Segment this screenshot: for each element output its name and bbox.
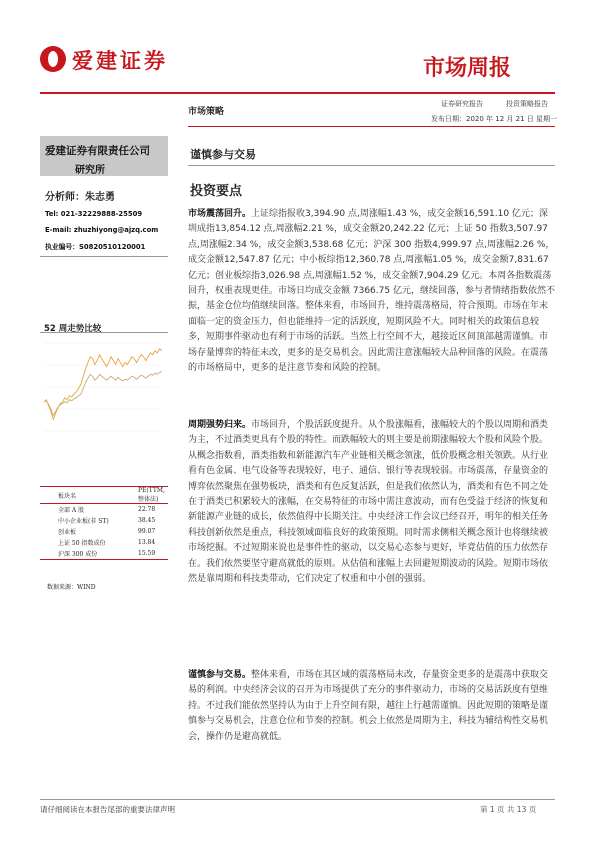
paragraph-text: 市场回升，个股活跃度提升。从个股涨幅看，涨幅较大的个股以周期和酒类为主，不过酒类更具有个股的特性。而跌幅较大的则主要是前期涨幅较大个股和风险个股。从概念指数看，酒类指数和新能源汽车产业链相关概念领涨，低价股概念相关领跌。从行业看有色金属、电气设备等表现较好，电子、通信、银行等表现较弱。市场震荡，存量资金的博弈依然聚焦在强势板块，酒类和有色反复活跃，但是我们依然认为，酒类和有色不同之处在于酒类已积累较大的涨幅，在交易特征的市场中需注意波动，而有色受益于经济的恢复和新能源产业链的成长，依然值得中长期关注。中央经济工作会议已经召开，明年的相关任务科技创新依然是重点，科技领域面临良好的政策预期。同时需求侧相关概念预计也将继续被市场挖掘。不过短期来说也是事件性的驱动，以交易心态参与更好，毕竟估值的压力依然存在。我们依然要坚守避高就低的原则。从估值和涨幅上去回避短期波动的风险。短期市场依然是靠周期和科技类带动，它们决定了权重和中小创的强弱。 xyxy=(188,420,549,585)
paragraph xyxy=(188,207,556,376)
chart-series-line-0 xyxy=(44,349,162,419)
institute-name: 研究所 xyxy=(75,165,105,176)
table-cell: 创业板 xyxy=(58,529,77,536)
chart-title: 52 周走势比较 xyxy=(44,324,102,334)
report-title: 市场周报 xyxy=(423,56,512,81)
chart-series xyxy=(44,349,162,419)
publish-date: 发布日期：2020 年 12 月 21 日 星期一 xyxy=(431,115,557,123)
table-cell: 中小企业板(非 ST) xyxy=(58,518,109,525)
table-cell: 38.45 xyxy=(138,517,156,524)
table-row xyxy=(40,515,168,526)
analyst-tel: Tel: 021-32229888-25509 xyxy=(45,210,143,218)
table-cell: 沪深 300 成份 xyxy=(40,548,128,560)
paragraph-lead: 周期强势归来。 xyxy=(188,420,252,430)
brand-logo-icon xyxy=(40,46,66,72)
table-cell: 上证 50 指数成份 xyxy=(58,540,106,547)
paragraph xyxy=(188,418,556,587)
paragraph-text: 整体来看，市场在其区域的震荡格局未改，存量资金更多的是震荡中获取交易的利润。中央经济会议的召开为市场提供了充分的事件驱动力，市场的交易活跃度有望维持。不过我们能依然坚持认为由于上升空间有限，越往上行越需谨慎。因此短期的策略是谨慎参与交易机会，注意仓位和节奏的控制。机会上依然是周期为主，科技为辅结构性交易机会，操作仍是避高就低。 xyxy=(188,670,549,742)
brand-logo xyxy=(40,40,190,80)
valuation-table xyxy=(40,486,168,560)
table-row xyxy=(40,504,168,516)
report-type-label-2: 投资策略报告 xyxy=(506,100,548,108)
table-cell: 99.07 xyxy=(138,528,156,535)
company-name: 爱建证券有限责任公司 xyxy=(45,145,150,157)
table-row xyxy=(40,548,168,560)
table-header-cell: 板块名 xyxy=(40,487,128,504)
report-type-label: 证券研究报告 xyxy=(441,100,483,108)
table-row xyxy=(40,526,168,537)
chart-grid xyxy=(44,343,162,431)
table-cell: 全部 A 股 xyxy=(58,507,85,514)
paragraph xyxy=(188,668,556,745)
footer-divider xyxy=(40,799,555,800)
table-cell: 15.59 xyxy=(128,548,168,560)
trend-chart xyxy=(40,333,168,445)
footer-disclaimer: 请仔细阅读在本报告尾部的重要法律声明 xyxy=(40,805,175,814)
section-divider xyxy=(188,165,555,166)
header-thin-divider xyxy=(188,126,555,127)
table-header-cell: PE(TTM, 整体法) xyxy=(128,487,168,504)
main-heading: 投资要点 xyxy=(190,184,243,199)
section-title: 谨慎参与交易 xyxy=(190,148,256,161)
table-cell: 22.78 xyxy=(138,506,156,513)
paragraph-lead: 谨慎参与交易。 xyxy=(188,670,252,680)
report-category: 市场策略 xyxy=(188,107,225,117)
analyst-email: E-mail: zhuzhiyong@ajzq.com xyxy=(45,226,159,234)
paragraph-lead: 市场震荡回升。 xyxy=(188,209,252,219)
data-source: 数据来源：WIND xyxy=(47,584,96,591)
table-row xyxy=(40,537,168,548)
brand-name: 爱建证券 xyxy=(72,49,168,73)
table-cell: 13.84 xyxy=(138,539,156,546)
header-divider xyxy=(40,92,555,94)
paragraph-text: 上证综指报收3,394.90 点,周涨幅1.43 %，成交金额16,591.10 亿元；深圳成指13,854.12 点,周涨幅2.21 %，成交金额20,242.22 亿元；上证 50 指数3,507.97 点,周涨幅2.34 %，成交金额3,538.68 亿元；沪深 300 指数4,999.97 点,周涨幅2.26 %，成交金额12,547.87 亿元；中小板综指12,360.78 点,周涨幅1.05 %，成交金额7,831.67 亿元；创业板综指3,026.98 点,周涨幅1.52 %，成交金额7,904.29 亿元。本周各指数震荡回升，权重表现更佳。市场日均成交金额 7366.75 亿元，继续回落，参与者情绪指数依然不振，基金仓位均值继续回落。整体来看，市场回升，维持震荡格局，符合预期。市场在年末面临一定的资金压力，但也能维持一定的活跃度，短期风险不大。同时相关的政策信息较多，短期事件驱动也有利于市场的活跃。当然上行空间不大，越接近区间顶部越需谨慎。市场存量博弈的特征未改，更多的是交易机会。因此需注意涨幅较大品种回落的风险。在震荡的市场格局中，更多的是注意节奏和风险的控制。 xyxy=(188,209,555,374)
sidebar-divider xyxy=(40,256,168,257)
analyst-cert: 执业编号：S0820510120001 xyxy=(45,243,146,251)
table-header-row xyxy=(40,487,168,504)
analyst-name: 分析师：朱志勇 xyxy=(45,192,115,203)
page-number: 第 1 页 共 13 页 xyxy=(480,805,537,814)
